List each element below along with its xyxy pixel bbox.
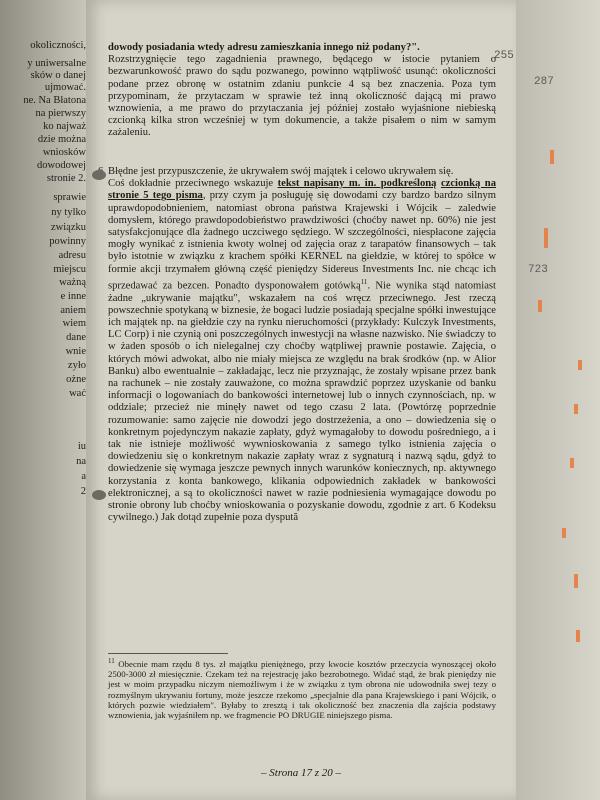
left-facing-page [0, 0, 88, 800]
top-section [108, 42, 496, 140]
left-page-fragment: ny tylko [51, 207, 86, 218]
left-page-fragment: dane [66, 332, 86, 343]
left-page-fragment: ożne [66, 374, 86, 385]
text-after: , przy czym ja posługuję się dowodami czy bardzo bardzo silnym uprawdopodobnieniem, natomiast obrona państwa Krajewski i Wójcik – zaledwie domysłem, którego prawdopodobieństwo prawdziwości (choćby nawet np. 60%) nie jest satysfakcjonujące dla żadnego uczciwego sędziego. W szczególności, niespłacone zajęcia mogły wynikać z istnienia kwoty wolnej od zajęcia oraz z tarapatów finansowych – tak było istotnie w związku z krachem spółki KERNEL na giełdzie, w której to spółce w formie akcji trzymałem główną część pieniędzy Sidereus Investments Inc. nie chcąc ich sprzedawać za bezcen. Ponadto dysponowałem gotówką [108, 190, 496, 292]
text-before: Coś dokładnie przeciwnego wskazuje [108, 178, 274, 190]
orange-mark [570, 458, 574, 468]
left-page-fragment: ważną [59, 277, 86, 288]
item-6 [108, 166, 496, 524]
handwritten-note-1: 287 [534, 76, 554, 88]
left-page-fragment: miejscu [53, 264, 86, 275]
document-page [86, 0, 516, 800]
left-page-fragment: wiem [62, 318, 86, 329]
footnote-11 [108, 656, 496, 720]
top-section-text: Rozstrzygnięcie tego zagadnienia prawnego, będącego w istocie pytaniem o bezwarunkowość prawo do sądu pozwanego, powinno wątpliwość usunąć: okoliczności podane przez obronę w ostatnim zdaniu punkcie 4 są bez znaczenia. Poza tym przypominam, że przytaczam w sprawie też inną okoliczność dającą mi prawo wznowienia, a me prawo do przytaczania jej później zostało wyjaśnione niebieską czcionką kilka stron wcześniej w tym dokumencie, a także pisałem o nim w samym zażaleniu. [108, 54, 496, 139]
left-page-fragment: ne. Na Błatona [23, 95, 86, 106]
orange-mark [538, 300, 542, 312]
left-page-fragment: na pierwszy [35, 108, 86, 119]
orange-mark [574, 404, 578, 414]
punch-hole [92, 170, 106, 180]
left-page-fragment: adresu [58, 250, 86, 261]
left-page-fragment: okoliczności, [30, 40, 86, 51]
left-page-fragment: a [81, 471, 86, 482]
left-page-fragment: związku [51, 222, 86, 233]
underlined-text-2: czcionką na stronie 5 tego pisma [108, 178, 496, 202]
left-page-fragment: ko najważ [43, 121, 86, 132]
right-margin-notes [516, 0, 600, 800]
top-section-heading: dowody posiadania wtedy adresu zamieszkania innego niż podany?". [108, 42, 420, 53]
left-page-fragment: wniosków [42, 147, 86, 158]
left-page-fragment: zyło [67, 360, 86, 371]
footnote-ref: 11 [360, 277, 368, 286]
left-page-fragment: ujmować. [44, 82, 86, 93]
left-page-fragment: sków o danej [30, 70, 86, 81]
left-page-fragment: dowodowej [37, 160, 86, 171]
left-page-fragment: stronie 2. [46, 173, 86, 184]
left-page-fragment: 2 [80, 486, 86, 497]
handwritten-page-number: 255 [494, 50, 514, 62]
left-page-fragment: powinny [49, 236, 86, 247]
left-page-fragment: na [76, 456, 86, 467]
footnote-rule [108, 653, 228, 654]
item-6-body [108, 178, 496, 524]
left-page-fragment: wnie [65, 346, 86, 357]
left-page-fragment: wać [69, 388, 86, 399]
orange-mark [576, 630, 580, 642]
left-page-fragment: y uniwersalne [27, 58, 86, 69]
handwritten-note-2: 723 [528, 264, 548, 276]
left-page-fragment: sprawie [53, 192, 86, 203]
underlined-text-1: tekst napisany m. in. podkreśloną [277, 178, 437, 190]
left-page-fragment: dzie można [37, 134, 86, 145]
left-page-fragment: aniem [60, 305, 86, 316]
orange-mark [578, 360, 582, 370]
punch-hole [92, 490, 106, 500]
orange-mark [550, 150, 554, 164]
footnote-number: 11 [108, 657, 115, 665]
footnotes [108, 656, 496, 720]
text-rest: . Nie wynika stąd natomiast żadne „ukrywanie majątku", wskazałem na coś wręcz przeciwnego. Jest rzeczą powszechnie spotykaną w biznesie, że bogaci ludzie posiadają specjalne spółki inwestujące ich majątek np. na giełdzie czy na rynku nieruchomości (przykłady: Kulczyk Investments, LC Corp) i nie czynią oni poszczególnych inwestycji na własne nazwisko. Nie świadczy to w żaden sposób o ich nielegalnej czy choćby wątpliwej prawnie postawie. Zajęcia, o których mówi adwokat, albo nie miały miejsca ze względu na brak środków (np. w Alior Banku) albo ewentualnie – zakładając, lecz nie przyznając, że zostały wpisane przez bank na rachunek – nie zostały zauważone, co można sprawdzić poprzez uzyskanie od banku informacji o logowaniach do bankowości internetowej lub o innych czynnościach, np. w oddziale; przecież nie minęły nawet od tego czasu 2 lata. (Powtórzę poprzednie rozumowanie: samo zajęcie nie dowodzi jego dostrzeżenia, a ono – dowiedzenia się o konkretnym pojedynczym nakazie zapłaty, gdyż wymagałoby to dowodu pośredniego, a i tak nie istnieje możliwość wywnioskowania z samego tylko istnienia zajęcia o dowiedzeniu się o konkretnym nakazie zapłaty wraz z sygnaturą i nazwą sądu, gdyż to dowiedzenie się wymaga jeszcze pewnych innych warunków koniecznych, np. aktywnego korzystania z konta bankowego, klikania odpowiednich zakładek w bankowości elektronicznej, a są to okoliczności nawet w razie podniesienia wymagające dowodu po stronie obrony lub choćby wnioskowania o pozyskanie dowodu, zgodnie z art. 6 Kodeksu cywilnego.) Jak dotąd zupełnie poza dyspută [108, 280, 497, 524]
orange-mark [544, 228, 548, 248]
page-number: – Strona 17 z 20 – [261, 767, 341, 779]
orange-mark [562, 528, 566, 538]
orange-mark [574, 574, 578, 588]
left-page-fragment: iu [77, 441, 86, 452]
item-6-intro: Błędne jest przypuszczenie, że ukrywałem swój majątek i celowo ukrywałem się. [108, 166, 454, 177]
footnote-text: Obecnie mam rzędu 8 tys. zł majątku pieniężnego, przy kwocie kosztów przeczycia wynoszącej około 2500-3000 zł miesięcznie. Czekam też na rejestrację jako bezrobotnego. Widać stąd, że brak pieniędzy nie jest w moim przypadku niczym niemożliwym i że w związku z tym obrona nie udowodniła swej tezy o rozmyślnym ukrywaniu fortuny, może jeszcze rzekomo „specjalnie dla pana Krajewskiego i pani Wójcik, o których pozwie wiedziałem". Byłaby to zresztą i tak okoliczność bez znaczenia dla zajścia podstawy wznowienia, jak wyjaśniłem np. we fragmencie PO DRUGIE niniejszego pisma. [108, 658, 496, 720]
left-page-fragment: e inne [60, 291, 86, 302]
